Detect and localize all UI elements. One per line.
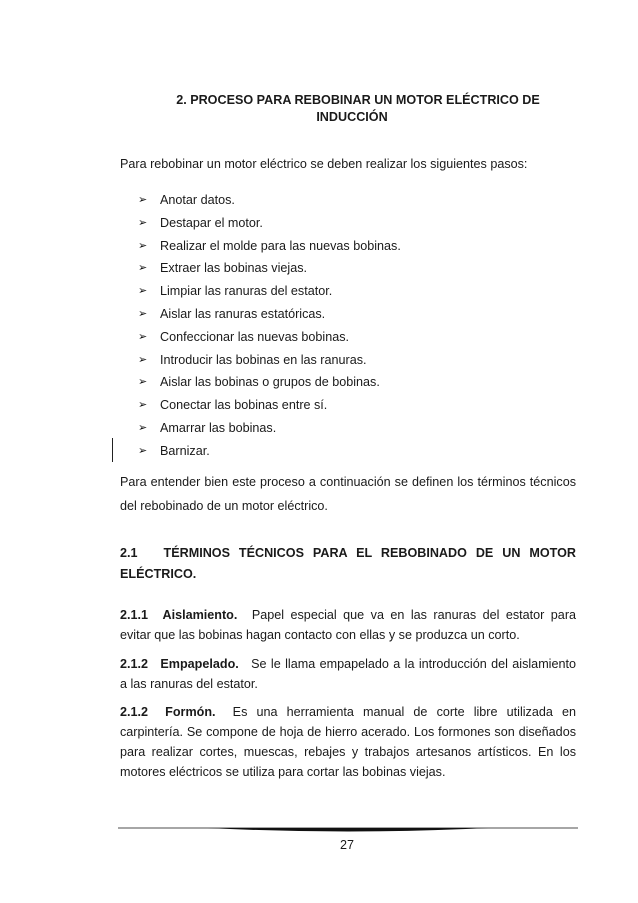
list-item	[138, 374, 538, 397]
arrow-bullet-icon: ➢	[138, 353, 148, 366]
definition-empapelado	[120, 654, 576, 694]
definition-term: Formón.	[165, 705, 216, 719]
step-text: Aislar las bobinas o grupos de bobinas.	[160, 375, 380, 390]
list-item	[138, 238, 538, 261]
list-item	[138, 306, 538, 329]
arrow-bullet-icon: ➢	[138, 399, 148, 412]
definition-number: 2.1.2	[120, 705, 149, 719]
terms-intro-paragraph: Para entender bien este proceso a continuación se definen los términos técnicos del rebobinado de un motor eléctrico.	[120, 475, 576, 513]
definition-number: 2.1.2	[120, 657, 149, 671]
list-item	[138, 215, 538, 238]
list-item	[138, 352, 538, 375]
arrow-bullet-icon: ➢	[138, 285, 148, 298]
step-text: Aislar las ranuras estatóricas.	[160, 306, 326, 321]
section-title-line2: INDUCCIÓN	[316, 110, 388, 124]
arrow-bullet-icon: ➢	[138, 307, 148, 320]
list-item	[138, 443, 538, 466]
step-text: Confeccionar las nuevas bobinas.	[160, 329, 350, 344]
list-item	[138, 329, 538, 352]
steps-list	[138, 192, 538, 466]
arrow-bullet-icon: ➢	[138, 194, 148, 206]
list-item	[138, 283, 538, 306]
arrow-bullet-icon: ➢	[138, 376, 148, 389]
list-item	[138, 192, 538, 215]
intro-paragraph: Para rebobinar un motor eléctrico se deben realizar los siguientes pasos:	[120, 157, 528, 171]
section-title	[120, 92, 576, 126]
page-number: 27	[339, 838, 354, 852]
list-item	[138, 420, 538, 443]
subsection-heading	[120, 543, 576, 585]
definition-aislamiento	[120, 605, 576, 645]
subsection-number: 2.1	[120, 546, 138, 560]
list-item	[138, 397, 538, 420]
arrow-bullet-icon: ➢	[138, 444, 148, 457]
step-text: Realizar el molde para las nuevas bobinas.	[160, 238, 401, 253]
step-text: Extraer las bobinas viejas.	[160, 261, 307, 276]
footer-rule	[118, 826, 578, 834]
step-text: Conectar las bobinas entre sí.	[160, 398, 328, 413]
arrow-bullet-icon: ➢	[138, 421, 148, 434]
list-item	[138, 260, 538, 283]
step-text: Introducir las bobinas en las ranuras.	[160, 352, 367, 367]
definition-text: Se le llama empapelado a la introducción del aislamiento a las ranuras del estator.	[120, 657, 576, 691]
definition-formon	[120, 702, 576, 782]
definition-text: Es una herramienta manual de corte libre utilizada en carpintería. Se compone de hoja de hierro acerado. Los formones son diseñados para realizar cortes, muescas, rebajes y trabajos artesanos artísticos. En los motores eléctricos se utiliza para cortar las bobinas viejas.	[120, 705, 576, 779]
definition-text: Papel especial que va en las ranuras del estator para evitar que las bobinas hagan contacto con ellas y se produzca un corto.	[120, 608, 577, 642]
arrow-bullet-icon: ➢	[138, 262, 148, 275]
arrow-bullet-icon: ➢	[138, 330, 148, 343]
step-text: Amarrar las bobinas.	[160, 420, 277, 435]
definition-term: Empapelado.	[160, 657, 239, 671]
subsection-title-part2: ELÉCTRICO.	[120, 567, 197, 581]
revision-bar	[112, 438, 113, 462]
step-text: Barnizar.	[160, 443, 210, 458]
step-text: Destapar el motor.	[160, 215, 263, 230]
step-text: Anotar datos.	[160, 193, 235, 207]
subsection-title-part1: TÉRMINOS TÉCNICOS PARA EL REBOBINADO DE UN MOTOR	[163, 546, 576, 560]
section-title-line1: 2. PROCESO PARA REBOBINAR UN MOTOR ELÉCTRICO DE	[176, 93, 540, 107]
arrow-bullet-icon: ➢	[138, 216, 148, 229]
definition-term: Aislamiento.	[162, 608, 238, 622]
step-text: Limpiar las ranuras del estator.	[160, 284, 333, 299]
definition-number: 2.1.1	[120, 608, 149, 622]
arrow-bullet-icon: ➢	[138, 239, 148, 252]
